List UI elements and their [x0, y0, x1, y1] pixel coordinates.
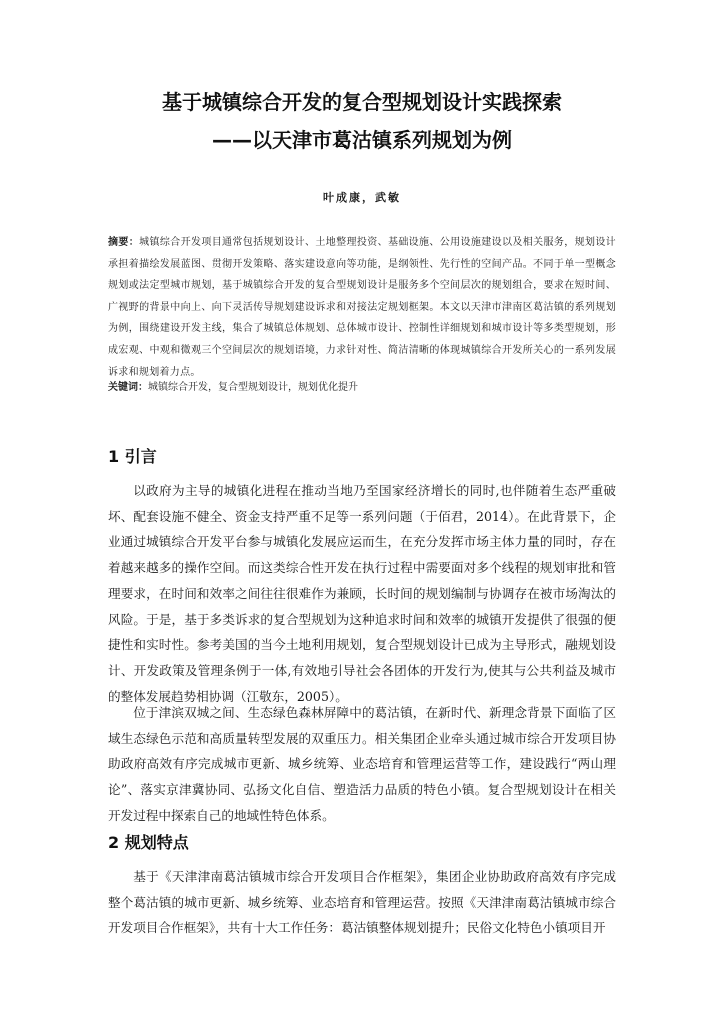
introduction-paragraph-2: 位于津滨双城之间、生态绿色森林屏障中的葛沽镇，在新时代、新理念背景下面临了区域生态绿色示范和高质量转型发展的双重压力。相关集团企业牵头通过城市综合开发项目协助政府高效有序完成城市更新、城乡统筹、业态培育和管理运营等工作，建设践行“两山理论”、落实京津冀协同、弘扬文化自信、塑造活力品质的特色小镇。复合型规划设计在相关开发过程中探索自己的地域性特色体系。	[108, 705, 616, 823]
abstract-label: 摘要：	[108, 237, 140, 248]
paper-authors: 叶成康，武敏	[323, 191, 401, 204]
section-heading-planning-features: 2 规划特点	[108, 833, 189, 852]
paper-title: 基于城镇综合开发的复合型规划设计实践探索	[162, 90, 562, 114]
keywords	[108, 378, 616, 398]
introduction-paragraph-1: 以政府为主导的城镇化进程在推动当地乃至国家经济增长的同时,也伴随着生态严重破坏、配套设施不健全、资金支持严重不足等一系列问题（于佰君，2014）。在此背景下，企业通过城镇综合开发平台参与城镇化发展应运而生，在充分发挥市场主体力量的同时，存在着越来越多的操作空间。而这类综合性开发在执行过程中需要面对多个线程的规划审批和管理要求，在时间和效率之间往往很难作为兼顾，长时间的规划编制与协调存在被市场淘汰的风险。于是，基于多类诉求的复合型规划为这种追求时间和效率的城镇开发提供了很强的便捷性和实时性。参考美国的当今土地利用规划，复合型规划设计已成为主导形式，融规划设计、开发政策及管理条例于一体,有效地引导社会各团体的开发行为,使其与公共利益及城市的整体发展趋势相协调（江敬东，2005）。	[108, 483, 616, 704]
keywords-text: 城镇综合开发，复合型规划设计，规划优化提升	[148, 382, 358, 393]
paper-subtitle: ——以天津市葛沽镇系列规划为例	[212, 128, 512, 152]
abstract	[108, 232, 616, 383]
planning-features-paragraph-1: 基于《天津津南葛沽镇城市综合开发项目合作框架》，集团企业协助政府高效有序完成整个葛沽镇的城市更新、城乡统筹、业态培育和管理运营。按照《天津津南葛沽镇城市综合开发项目合作框架》，共有十大工作任务：葛沽镇整体规划提升；民俗文化特色小镇项目开	[108, 869, 616, 936]
keywords-label: 关键词：	[108, 382, 148, 393]
section-heading-introduction: 1 引言	[108, 447, 157, 466]
abstract-text: 城镇综合开发项目通常包括规划设计、土地整理投资、基础设施、公用设施建设以及相关服务，规划设计承担着描绘发展蓝图、贯彻开发策略、落实建设意向等功能，是纲领性、先行性的空间产品。不同于单一型概念规划或法定型城市规划，基于城镇综合开发的复合型规划设计是服务多个空间层次的规划组合，要求在短时间、广视野的背景中向上、向下灵活传导规划建设诉求和对接法定规划框架。本文以天津市津南区葛沽镇的系列规划为例，围绕建设开发主线，集合了城镇总体规划、总体城市设计、控制性详细规划和城市设计等多类型规划，形成宏观、中观和微观三个空间层次的规划语境，力求针对性、简洁清晰的体现城镇综合开发所关心的一系列发展诉求和规划着力点。	[108, 237, 616, 378]
